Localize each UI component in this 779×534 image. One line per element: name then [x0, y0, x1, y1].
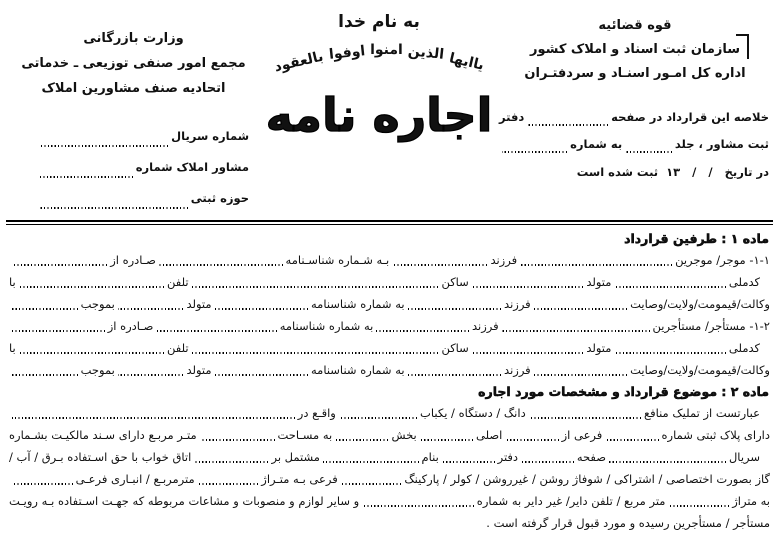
- blank-dots: [534, 308, 627, 310]
- verse-word: یاایها: [447, 50, 486, 74]
- utilities-line: [6, 468, 773, 490]
- blank-dots: [118, 308, 184, 310]
- id-number-label: بـه شـماره شناسـنامه: [285, 253, 390, 267]
- registry-zone-label: حوزه ثبتی: [190, 191, 249, 205]
- header: [6, 6, 773, 218]
- blank-dots: [12, 374, 78, 376]
- with-label: با: [9, 275, 16, 289]
- blank-dots: [323, 461, 419, 463]
- phone-label: تلفن: [167, 341, 189, 355]
- issued-from-label: صـادره از: [110, 253, 156, 267]
- storage-size-label: به متراژ: [732, 494, 770, 508]
- page-label: صفحه: [576, 450, 606, 464]
- plate-line: [6, 424, 773, 446]
- article-1: [6, 228, 773, 381]
- agency-type-label: وکالت/قیمومت/ولایت/وصایت: [630, 297, 770, 311]
- blank-dots: [668, 505, 729, 507]
- registry-number-label: به شماره: [570, 137, 623, 151]
- serial-number-row: [36, 121, 249, 152]
- blank-dots: [215, 308, 308, 310]
- summary-page-label: خلاصه این قرارداد در صفحه: [611, 110, 769, 124]
- resident-label: ساکن: [441, 341, 469, 355]
- ministry-block: [6, 6, 261, 218]
- blank-dots: [614, 352, 725, 354]
- blank-dots: [39, 176, 133, 178]
- blank-dots: [39, 145, 168, 147]
- registry-volume-row: [499, 131, 769, 158]
- ministry-line-2: مجمع امور صنفی توزیعی ـ خدماتی: [21, 56, 246, 71]
- blank-dots: [376, 330, 469, 332]
- issued-from-label: صـادره از: [107, 319, 154, 333]
- deed-number-label: متـر مربـع دارای سـند مالکیـت بشـماره: [9, 428, 197, 442]
- rooms-utilities-label: اتاق خواب با حق اسـتفاده بـرق / آب /: [9, 450, 192, 464]
- verse-word: اوفوا: [328, 43, 366, 63]
- phone-label: تلفن: [167, 275, 189, 289]
- id-number-label: به شماره شناسنامه: [279, 319, 374, 333]
- blank-dots: [19, 286, 164, 288]
- birth-label: متولد: [186, 363, 212, 377]
- blank-dots: [472, 286, 583, 288]
- district-label: بخش: [391, 428, 417, 442]
- blank-dots: [420, 439, 473, 441]
- article-1-heading: ماده ۱ : طرفین قرارداد: [624, 231, 769, 246]
- article-2-heading: ماده ۲ : موضوع قرارداد و مشخصات مورد اجاره: [478, 384, 769, 399]
- storage-label: مترمربـع / انبـاری فرعـی: [75, 472, 195, 486]
- birth-label: متولد: [586, 275, 612, 289]
- parking-size-label: فرعی بـه متـراژ: [261, 472, 338, 486]
- blank-dots: [341, 483, 402, 485]
- blank-dots: [605, 439, 658, 441]
- blank-dots: [159, 264, 283, 266]
- blank-dots: [19, 352, 164, 354]
- blank-dots: [335, 439, 388, 441]
- verse-word: بالعقود: [272, 48, 325, 76]
- blank-dots: [12, 483, 73, 485]
- sub-plate-label: فرعی از: [561, 428, 603, 442]
- plate-number-label: دارای پلاک ثبتی شماره: [661, 428, 770, 442]
- birth-label: متولد: [586, 341, 612, 355]
- father-name-label: فرزند: [504, 297, 531, 311]
- blank-dots: [614, 286, 725, 288]
- national-id-label: کدملی: [728, 341, 760, 355]
- lessor-line: [6, 249, 773, 271]
- lessee-line: [6, 315, 773, 337]
- national-id-label: کدملی: [728, 275, 760, 289]
- located-at-label: واقـع در: [297, 406, 336, 420]
- registration-date-row: [499, 158, 769, 186]
- blank-dots: [198, 483, 259, 485]
- id-number-label: به شماره شناسنامه: [311, 363, 405, 377]
- father-name-label: فرزند: [504, 363, 531, 377]
- blank-dots: [520, 264, 672, 266]
- closing-text: مستأجر / مستأجرین رسیده و مورد قبول قرار گرفته است .: [486, 516, 770, 530]
- article-2: [6, 381, 773, 534]
- blank-dots: [192, 286, 439, 288]
- with-label: با: [9, 341, 16, 355]
- blank-dots: [200, 439, 275, 441]
- header-divider: [6, 220, 773, 225]
- blank-dots: [527, 124, 608, 126]
- blank-dots: [472, 352, 583, 354]
- subject-line: [6, 402, 773, 424]
- blank-dots: [502, 330, 650, 332]
- lessor-agency-line: [6, 293, 773, 315]
- main-plate-label: اصلی: [475, 428, 503, 442]
- judiciary-block: [497, 6, 773, 218]
- pursuant-label: بموجب: [80, 297, 115, 311]
- deed-line: [6, 446, 773, 468]
- title-block: [261, 6, 497, 218]
- registration-rows: [497, 104, 773, 186]
- blank-dots: [118, 374, 184, 376]
- blank-dots: [505, 439, 558, 441]
- blank-dots: [339, 417, 417, 419]
- blank-dots: [12, 330, 105, 332]
- blank-dots: [156, 330, 276, 332]
- blank-dots: [12, 417, 295, 419]
- office-field-rows: [6, 121, 261, 214]
- ministry-line-1: وزارت بازرگانی: [83, 31, 184, 46]
- blank-dots: [625, 151, 672, 153]
- blank-dots: [215, 374, 308, 376]
- unit-type-label: دانگ / دستگاه / یکباب: [420, 406, 526, 420]
- summary-page-row: [499, 104, 769, 131]
- extras-line: [6, 490, 773, 512]
- lessor-id-line: [6, 271, 773, 293]
- in-name-of-label: بنام: [421, 450, 439, 464]
- bismillah-text: به نام خدا: [338, 12, 420, 32]
- blank-dots: [534, 374, 627, 376]
- blank-dots: [442, 461, 495, 463]
- bracket-mark: [736, 34, 749, 59]
- blank-dots: [408, 374, 501, 376]
- blank-dots: [502, 151, 567, 153]
- book-label: دفتر: [497, 450, 519, 464]
- verse-word: الذین: [407, 43, 445, 63]
- lessor-label: ۱-۱- موجر/ موجرین: [675, 253, 770, 267]
- pursuant-label: بموجب: [80, 363, 115, 377]
- phone-line-label: متر مربع / تلفن دایر/ غیر دایر به شماره: [476, 494, 666, 508]
- comprising-label: مشتمل بر: [271, 450, 320, 464]
- blank-dots: [194, 461, 268, 463]
- birth-label: متولد: [186, 297, 212, 311]
- registry-volume-label: ثبت مشاور ، جلد: [674, 137, 769, 151]
- resident-label: ساکن: [441, 275, 469, 289]
- blank-dots: [362, 505, 474, 507]
- area-label: به مسـاحت: [277, 428, 333, 442]
- closing-line: [6, 512, 773, 534]
- gas-parking-label: گاز بصورت اختصاصی / اشتراکی / شوفاژ روشن / غیرروشن / کولر / پارکینگ: [404, 472, 770, 486]
- blank-dots: [609, 461, 726, 463]
- lessee-label: ۱-۲- مستأجر/ مستأجرین: [652, 319, 770, 333]
- blank-dots: [39, 207, 188, 209]
- agent-number-label: مشاور املاک شماره: [135, 160, 249, 174]
- lessee-id-line: [6, 337, 773, 359]
- agent-number-row: [36, 152, 249, 183]
- blank-dots: [529, 417, 641, 419]
- blank-dots: [192, 352, 439, 354]
- deed-serial-label: سریال: [728, 450, 760, 464]
- serial-number-label: شماره سریال: [171, 129, 249, 143]
- blank-dots: [392, 264, 487, 266]
- judiciary-line-2: سازمان ثبت اسناد و املاک کشور: [529, 42, 741, 57]
- ministry-line-3: اتحادیه صنف مشاورین املاک: [41, 81, 226, 96]
- ministry-org-lines: [6, 26, 261, 101]
- judiciary-line-1: قوه قضائیه: [598, 18, 672, 33]
- agency-type-label: وکالت/قیمومت/ولایت/وصایت: [630, 363, 770, 377]
- father-name-label: فرزند: [472, 319, 499, 333]
- id-number-label: به شماره شناسنامه: [311, 297, 405, 311]
- lessee-agency-line: [6, 359, 773, 381]
- summary-page-suffix: دفتر: [499, 110, 525, 124]
- judiciary-org-lines: [497, 14, 773, 86]
- blank-dots: [408, 308, 501, 310]
- subject-label: عبارتست از تملیک منافع: [643, 406, 760, 420]
- verse-word: امنوا: [370, 42, 403, 58]
- father-name-label: فرزند: [490, 253, 518, 267]
- blank-dots: [12, 308, 78, 310]
- other-fixtures-label: و سایر لوازم و منصوبات و مشاعات مربوطه که جهـت اسـتفاده بـه رویـت: [9, 494, 360, 508]
- registry-zone-row: [36, 183, 249, 214]
- blank-dots: [12, 264, 107, 266]
- blank-dots: [521, 461, 574, 463]
- document-title: اجاره نامه: [265, 88, 493, 142]
- registration-date-text: در تاریخ / / ۱۳ ثبت شده است: [576, 165, 769, 179]
- judiciary-line-3: اداره کل امـور اسنـاد و سردفتـران: [524, 66, 746, 81]
